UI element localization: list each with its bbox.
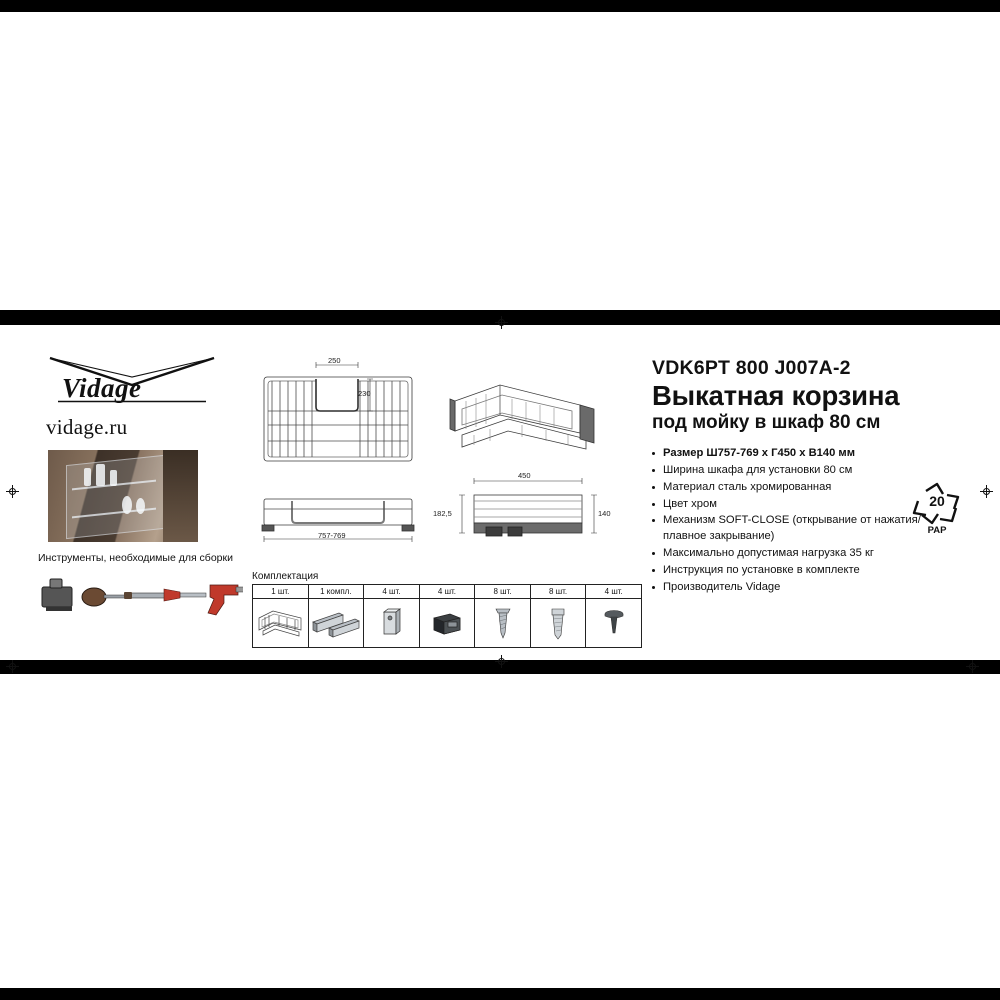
cell-cap: [586, 599, 642, 648]
registration-mark-right: [980, 485, 993, 498]
spec-item-instruction: Инструкция по установке в комплекте: [652, 563, 922, 579]
dim-450: 450: [518, 471, 531, 480]
cap-icon: [601, 607, 627, 639]
clip-icon: [430, 606, 464, 640]
tool-screwdriver-icon: [164, 589, 206, 601]
qty-cell-4: 4 шт.: [419, 585, 475, 599]
photo-jar-2: [136, 498, 145, 514]
spec-item-cabinet-width: Ширина шкафа для установки 80 см: [652, 463, 922, 479]
komplektaciya-table: [252, 584, 642, 648]
product-info-block: [652, 357, 982, 597]
photo-bottle-1: [84, 468, 91, 486]
recycle-number: 20: [929, 493, 945, 509]
product-photo: [48, 450, 198, 542]
dim-757-769: 757-769: [318, 531, 346, 540]
basket-icon: [255, 606, 305, 640]
drawing-top-view: [264, 362, 412, 461]
brand-url: vidage.ru: [46, 415, 128, 439]
tool-stapler-icon: [42, 579, 72, 611]
upper-white-area: [0, 0, 1000, 325]
spec-item-manufacturer: Производитель Vidage: [652, 580, 922, 596]
product-code: VDK6PT 800 J007A-2: [652, 357, 851, 379]
top-black-band: [0, 0, 1000, 12]
recycling-mark: [910, 479, 964, 535]
table-row-icons: [253, 599, 642, 648]
photo-bottle-2: [96, 464, 105, 486]
qty-cell-1: 1 шт.: [253, 585, 309, 599]
photo-bottle-3: [110, 470, 117, 486]
technical-drawings: [250, 349, 645, 574]
logo-wordmark: Vidage: [62, 373, 142, 403]
qty-cell-5: 8 шт.: [475, 585, 531, 599]
cell-bracket: [364, 599, 420, 648]
cell-basket: [253, 599, 309, 648]
logo-underline: [58, 400, 206, 403]
qty-cell-7: 4 шт.: [586, 585, 642, 599]
registration-mark-top-center: [495, 316, 508, 329]
recycle-label: PAP: [927, 525, 947, 536]
lower-white-area: [0, 674, 1000, 1000]
cell-clip: [419, 599, 475, 648]
qty-cell-3: 4 шт.: [364, 585, 420, 599]
bracket-icon: [378, 606, 404, 640]
dowel-icon: [547, 605, 569, 641]
komplektaciya-title: Комплектация: [252, 571, 319, 582]
dim-182-5: 182,5: [433, 509, 452, 518]
drawing-side-view: [459, 478, 597, 536]
dim-140: 140: [598, 509, 611, 518]
vidage-logo: [46, 355, 218, 413]
drawing-svg: [250, 349, 645, 574]
drawing-iso-view: [450, 385, 594, 449]
qty-cell-6: 8 шт.: [530, 585, 586, 599]
photo-door: [163, 450, 198, 542]
rails-icon: [309, 606, 365, 640]
registration-mark-bottom-center: [495, 655, 508, 668]
tools-icons-row: [38, 571, 243, 619]
tool-awl-icon: [82, 588, 126, 606]
registration-mark-left: [6, 485, 19, 498]
komplektaciya-block: [252, 571, 642, 648]
spec-item-color: Цвет хром: [652, 497, 922, 513]
brand-block: [38, 355, 243, 619]
screw-icon: [492, 605, 514, 641]
spec-item-mechanism: Механизм SOFT-CLOSE (открывание от нажатия/ плавное закрывание): [652, 513, 922, 545]
dim-230: 230: [358, 389, 371, 398]
product-title-line1: Выкатная корзина: [652, 380, 900, 411]
product-specs-list: [652, 446, 922, 596]
spec-item-load: Максимально допустимая нагрузка 35 кг: [652, 546, 922, 562]
product-label-panel: [0, 325, 1000, 665]
spec-item-size: [652, 446, 922, 462]
cell-dowel: [530, 599, 586, 648]
cell-rails: [308, 599, 364, 648]
spec-size-text: Размер Ш757-769 х Г450 х В140 мм: [663, 446, 855, 459]
table-row-quantities: [253, 585, 642, 599]
cell-screw: [475, 599, 531, 648]
registration-mark-right-lower: [966, 660, 979, 673]
tool-drill-icon: [208, 585, 243, 615]
product-title-line2: под мойку в шкаф 80 см: [652, 411, 881, 433]
photo-jar-1: [122, 496, 132, 514]
photo-cabinet: [66, 455, 164, 539]
registration-mark-left-lower: [6, 660, 19, 673]
dim-250: 250: [328, 356, 341, 365]
tools-caption: Инструменты, необходимые для сборки: [38, 552, 233, 564]
spec-item-material: Материал сталь хромированная: [652, 480, 922, 496]
qty-cell-2: 1 компл.: [308, 585, 364, 599]
bottom-black-band: [0, 988, 1000, 1000]
